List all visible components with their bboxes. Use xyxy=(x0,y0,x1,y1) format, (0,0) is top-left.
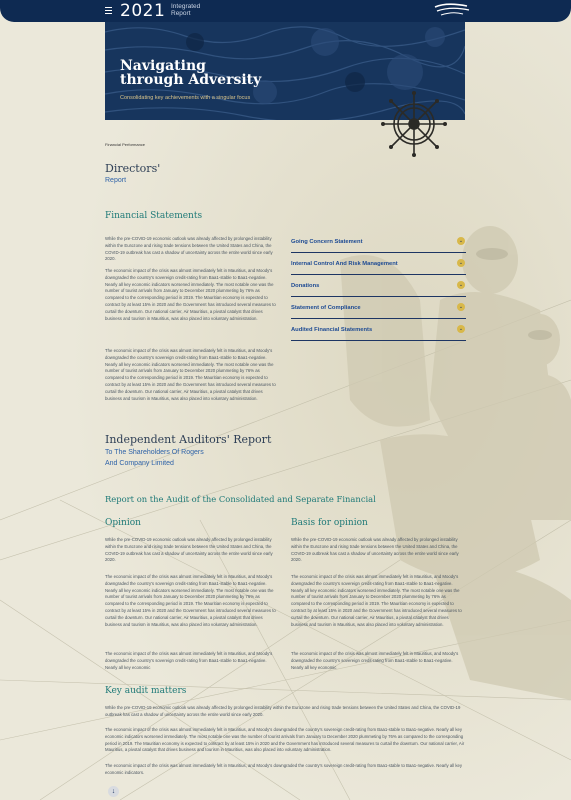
financial-statements-heading: Financial Statements xyxy=(105,211,203,221)
breadcrumb[interactable]: Financial Performance xyxy=(105,142,146,147)
brand-subtitle[interactable] xyxy=(171,3,200,17)
brand-subtitle-line2: Report xyxy=(171,10,191,17)
wave-logo-icon[interactable] xyxy=(433,3,471,17)
hero-title-line2: through Adversity xyxy=(120,72,262,88)
chevron-down-icon[interactable]: ⌄ xyxy=(458,304,464,310)
accordion-item-label: Donations xyxy=(291,282,320,289)
page-subtitle: Report xyxy=(105,177,127,184)
page-title: Directors' xyxy=(105,162,161,175)
report-heading: Report on the Audit of the Consolidated and Separate Financial xyxy=(105,494,376,504)
opinion-paragraph-3: The economic impact of the crisis was almost immediately felt in Mauritius, and Moody's downgraded the country's sovereign credit-rating from Baa1-stable to Baa1-negative. Nearly all key economic xyxy=(105,651,273,670)
accordion-item-label: Statement of Compliance xyxy=(291,304,361,311)
financial-paragraph-2: The economic impact of the crisis was almost immediately felt in Mauritius, and Moody's downgraded the country's sovereign credit-rating from Baa1-stable to Baa1-negative. Nearly all key economic indicators worsened immediately. The most notable one was the number of tourist arrivals from January to December 2020 plummeting by 76% as compared to the corresponding period in 2019. The Mauritian economy is expected to contract by at least 15% in 2020 and the Government has introduced several measures to curtail the downturn. Our national carrier, Air Mauritius, a pivotal catalyst that drives business and tourism in Mauritius, was also placed into voluntary administration. xyxy=(105,268,276,321)
financial-paragraph-1: While the pre-COVID-19 economic outlook was already affected by prolonged instability within the Eurozone and rising trade tensions between the United States and China, the COVID-19 outbreak has cast a shadow of uncertainty across the entire world since early 2020. xyxy=(105,236,273,262)
independent-subtitle-line1: To The Shareholders Of Rogers xyxy=(105,449,204,456)
basis-heading: Basis for opinion xyxy=(291,518,368,528)
financial-paragraph-3: The economic impact of the crisis was almost immediately felt in Mauritius, and Moody's downgraded the country's sovereign credit-rating from Baa1-stable to Baa1-negative. Nearly all key economic indicators worsened immediately. The most notable one was the number of tourist arrivals from January to December 2020 plummeting by 76% as compared to the corresponding period in 2019. The Mauritian economy is expected to contract by at least 15% in 2020 and the Government has introduced several measures to curtail the downturn. Our national carrier, Air Mauritius, a pivotal catalyst that drives business and tourism in Mauritius, was also placed into voluntary administration. xyxy=(105,348,276,401)
accordion-item-donations[interactable] xyxy=(291,275,466,297)
accordion-item-going-concern[interactable] xyxy=(291,231,466,253)
accordion-item-internal-control[interactable] xyxy=(291,253,466,275)
chevron-down-icon[interactable]: ⌄ xyxy=(458,326,464,332)
download-icon[interactable]: ↓ xyxy=(108,786,119,797)
independent-auditors-title: Independent Auditors' Report xyxy=(105,433,272,446)
key-audit-paragraph-3: The economic impact of the crisis was almost immediately felt in Mauritius, and Moody's downgraded the country's sovereign credit-rating from Baa1-stable to Baa1-negative. Nearly all key economic indicators. xyxy=(105,763,463,775)
independent-auditors-subtitle xyxy=(105,447,204,469)
accordion-item-label: Internal Control And Risk Management xyxy=(291,260,398,267)
brand-year[interactable]: 2021 xyxy=(120,1,166,21)
basis-paragraph-3: The economic impact of the crisis was almost immediately felt in Mauritius, and Moody's downgraded the country's sovereign credit-rating from Baa1-stable to Baa1-negative. Nearly all key economic xyxy=(291,651,459,670)
hero-title-line1: Navigating xyxy=(120,58,206,74)
key-audit-paragraph-1: While the pre-COVID-19 economic outlook was already affected by prolonged instability within the Eurozone and rising trade tensions between the United States and China, the COVID-19 outbreak has cast a shadow of uncertainty across the entire world since early 2020. xyxy=(105,705,461,717)
statements-accordion xyxy=(291,231,466,341)
basis-paragraph-2: The economic impact of the crisis was almost immediately felt in Mauritius, and Moody's downgraded the country's sovereign credit-rating from Baa1-stable to Baa1-negative. Nearly all key economic indicators worsened immediately. The most notable one was the number of tourist arrivals from January to December 2020 plummeting by 76% as compared to the corresponding period in 2019. The Mauritian economy is expected to contract by at least 15% in 2020 and the Government has introduced several measures to curtail the downturn. Our national carrier, Air Mauritius, a pivotal catalyst that drives business and tourism in Mauritius, was also placed into voluntary administration. xyxy=(291,574,462,627)
hero-subtitle: Consolidating key achievements with a singular focus xyxy=(120,95,251,101)
accordion-item-label: Audited Financial Statements xyxy=(291,326,373,333)
key-audit-paragraph-2: The economic impact of the crisis was almost immediately felt in Mauritius, and Moody's downgraded the country's sovereign credit-rating from Baa1-stable to Baa1-negative. Nearly all key economic indicators worsened immediately. The most notable one was the number of tourist arrivals from January to December 2020 plummeting by 76% as compared to the corresponding period in 2019. The Mauritian economy is expected to contract by at least 15% in 2020 and the Government has introduced several measures to curtail the downturn. Our national carrier, Air Mauritius, a pivotal catalyst that drives business and tourism in Mauritius, was also placed into voluntary administration. xyxy=(105,727,465,753)
accordion-item-compliance[interactable] xyxy=(291,297,466,319)
brand-subtitle-line1: Integrated xyxy=(171,3,201,10)
opinion-paragraph-2: The economic impact of the crisis was almost immediately felt in Mauritius, and Moody's downgraded the country's sovereign credit-rating from Baa1-stable to Baa1-negative. Nearly all key economic indicators worsened immediately. The most notable one was the number of tourist arrivals from January to December 2020 plummeting by 76% as compared to the corresponding period in 2019. The Mauritian economy is expected to contract by at least 15% in 2020 and the Government has introduced several measures to curtail the downturn. Our national carrier, Air Mauritius, a pivotal catalyst that drives business and tourism in Mauritius, was also placed into voluntary administration. xyxy=(105,574,276,627)
chevron-down-icon[interactable]: ⌄ xyxy=(458,260,464,266)
top-navigation-bar xyxy=(0,0,571,22)
basis-paragraph-1: While the pre-COVID-19 economic outlook was already affected by prolonged instability within the Eurozone and rising trade tensions between the United States and China, the COVID-19 outbreak has cast a shadow of uncertainty across the entire world since early 2020. xyxy=(291,537,459,563)
independent-subtitle-line2: And Company Limited xyxy=(105,460,174,467)
key-audit-heading: Key audit matters xyxy=(105,686,187,696)
opinion-heading: Opinion xyxy=(105,518,141,528)
chevron-down-icon[interactable]: ⌄ xyxy=(458,238,464,244)
chevron-down-icon[interactable]: ⌄ xyxy=(458,282,464,288)
accordion-item-label: Going Concern Statement xyxy=(291,238,363,245)
opinion-paragraph-1: While the pre-COVID-19 economic outlook was already affected by prolonged instability within the Eurozone and rising trade tensions between the United States and China, the COVID-19 outbreak has cast a shadow of uncertainty across the entire world since early 2020. xyxy=(105,537,273,563)
accordion-item-audited-statements[interactable] xyxy=(291,319,466,341)
hamburger-menu-icon[interactable] xyxy=(105,7,112,14)
